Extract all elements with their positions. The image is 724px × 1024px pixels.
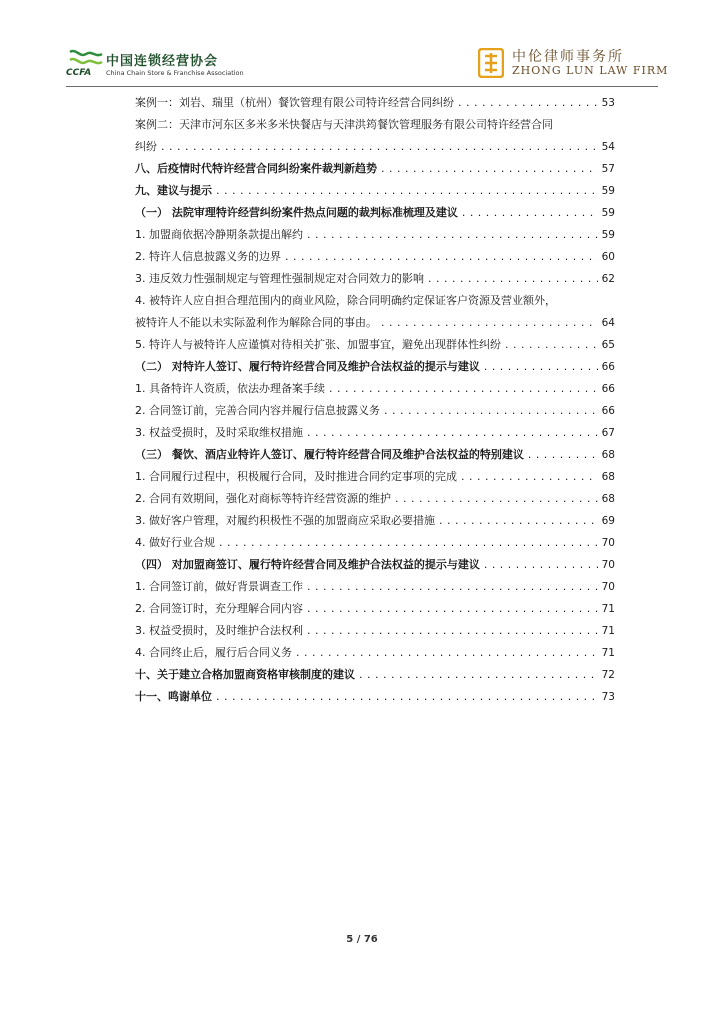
toc-entry-title (135, 158, 615, 180)
ccfa-chinese-name: 中国连锁经营协会 (106, 54, 219, 69)
toc-entry-page: 69 (598, 510, 615, 532)
toc-entry-page: 73 (598, 686, 615, 708)
toc-entry-page: 60 (598, 246, 615, 268)
toc-entry-page: 53 (598, 92, 615, 114)
toc-entry-text: 5. 特许人与被特许人应谨慎对待相关扩张、加盟事宜，避免出现群体性纠纷 (135, 338, 501, 351)
toc-entry-title (135, 620, 615, 642)
toc-entry[interactable] (135, 532, 615, 554)
toc-entry-title (135, 422, 615, 444)
ccfa-english-name: China Chain Store & Franchise Association (106, 69, 244, 77)
toc-entry-title (135, 466, 615, 488)
toc-entry-title (135, 554, 615, 576)
toc-entry-text: 2. 合同有效期间，强化对商标等特许经营资源的维护 (135, 492, 391, 505)
toc-entry-title (135, 576, 615, 598)
toc-entry-text: （二） 对特许人签订、履行特许经营合同及维护合法权益的提示与建议 (135, 360, 480, 373)
toc-entry-title (135, 202, 615, 224)
toc-entry-page: 70 (598, 532, 615, 554)
toc-entry[interactable] (135, 598, 615, 620)
toc-entry-title (135, 180, 615, 202)
toc-entry-text: 1. 合同履行过程中，积极履行合同，及时推进合同约定事项的完成 (135, 470, 457, 483)
toc-entry[interactable] (135, 378, 615, 400)
toc-entry-text: 案例一：刘岩、瑞里（杭州）餐饮管理有限公司特许经营合同纠纷 (135, 96, 454, 109)
toc-entry-title (135, 598, 615, 620)
toc-entry-page: 66 (598, 378, 615, 400)
toc-entry-page: 65 (598, 334, 615, 356)
toc-entry-text: 十一、鸣谢单位 (135, 690, 212, 703)
toc-entry-title (135, 664, 615, 686)
toc-entry[interactable] (135, 312, 615, 334)
toc-entry[interactable] (135, 114, 615, 136)
zhonglun-english-name: ZHONG LUN LAW FIRM (512, 64, 669, 77)
toc-entry-title (135, 686, 615, 708)
toc-entry[interactable] (135, 400, 615, 422)
ccfa-abbreviation: CCFA (66, 68, 92, 78)
toc-entry[interactable] (135, 510, 615, 532)
toc-entry-text: 九、建议与提示 (135, 184, 212, 197)
page-header (66, 44, 669, 84)
toc-entry-text: 3. 权益受损时，及时维护合法权利 (135, 624, 303, 637)
toc-entry-title (135, 114, 615, 136)
toc-entry-page: 59 (598, 224, 615, 246)
toc-entry[interactable] (135, 642, 615, 664)
toc-entry[interactable] (135, 158, 615, 180)
toc-entry-title (135, 488, 615, 510)
toc-entry-text: 1. 加盟商依据冷静期条款提出解约 (135, 228, 303, 241)
toc-entry[interactable] (135, 290, 615, 312)
toc-entry-text: 4. 合同终止后，履行后合同义务 (135, 646, 292, 659)
toc-entry[interactable] (135, 334, 615, 356)
toc-entry-text: 2. 合同签订时，充分理解合同内容 (135, 602, 303, 615)
toc-entry-page: 57 (598, 158, 615, 180)
toc-entry[interactable] (135, 466, 615, 488)
header-divider (66, 86, 658, 87)
toc-entry-title (135, 92, 615, 114)
toc-entry-page: 71 (598, 620, 615, 642)
toc-entry-page: 68 (598, 466, 615, 488)
toc-entry-title (135, 510, 615, 532)
toc-entry[interactable] (135, 180, 615, 202)
toc-entry-title (135, 224, 615, 246)
toc-entry-title (135, 444, 615, 466)
toc-entry-title (135, 378, 615, 400)
toc-entry[interactable] (135, 246, 615, 268)
zhonglun-emblem-icon (478, 48, 504, 78)
zhonglun-chinese-name: 中伦律师事务所 (512, 49, 624, 65)
toc-entry[interactable] (135, 136, 615, 158)
table-of-contents (135, 92, 615, 708)
toc-entry-text: （一） 法院审理特许经营纠纷案件热点问题的裁判标准梳理及建议 (135, 206, 458, 219)
toc-entry[interactable] (135, 554, 615, 576)
toc-entry-text: 3. 权益受损时，及时采取维权措施 (135, 426, 303, 439)
toc-entry-page: 70 (598, 554, 615, 576)
toc-entry[interactable] (135, 686, 615, 708)
toc-entry-text: 被特许人不能以未实际盈利作为解除合同的事由。 (135, 316, 377, 329)
toc-entry-text: 八、后疫情时代特许经营合同纠纷案件裁判新趋势 (135, 162, 377, 175)
toc-entry-page: 66 (598, 400, 615, 422)
toc-entry-title (135, 312, 615, 334)
toc-entry-text: 案例二：天津市河东区多米多米快餐店与天津洪筠餐饮管理服务有限公司特许经营合同 (135, 118, 553, 131)
toc-entry-page: 64 (598, 312, 615, 334)
toc-entry-page: 70 (598, 576, 615, 598)
toc-entry-text: 十、关于建立合格加盟商资格审核制度的建议 (135, 668, 355, 681)
toc-entry-page: 62 (598, 268, 615, 290)
toc-entry-text: 4. 被特许人应自担合理范围内的商业风险，除合同明确约定保证客户资源及营业额外， (135, 294, 556, 307)
toc-entry-text: 3. 做好客户管理，对履约积极性不强的加盟商应采取必要措施 (135, 514, 435, 527)
toc-entry-title (135, 400, 615, 422)
toc-entry-page: 67 (598, 422, 615, 444)
toc-entry-title (135, 334, 615, 356)
toc-entry-text: 纠纷 (135, 140, 157, 153)
toc-entry-title (135, 268, 615, 290)
toc-entry-page: 68 (598, 488, 615, 510)
toc-entry-title (135, 136, 615, 158)
toc-entry[interactable] (135, 268, 615, 290)
toc-entry-page: 54 (598, 136, 615, 158)
toc-entry[interactable] (135, 620, 615, 642)
toc-entry[interactable] (135, 664, 615, 686)
toc-entry-text: （四） 对加盟商签订、履行特许经营合同及维护合法权益的提示与建议 (135, 558, 480, 571)
toc-entry[interactable] (135, 202, 615, 224)
toc-entry-title (135, 532, 615, 554)
toc-entry-text: 4. 做好行业合规 (135, 536, 215, 549)
toc-entry-title (135, 290, 615, 312)
toc-entry-text: （三） 餐饮、酒店业特许人签订、履行特许经营合同及维护合法权益的特别建议 (135, 448, 524, 461)
toc-entry-page: 68 (598, 444, 615, 466)
toc-entry-text: 1. 合同签订前，做好背景调查工作 (135, 580, 303, 593)
toc-entry[interactable] (135, 576, 615, 598)
toc-entry-page: 71 (598, 642, 615, 664)
zhonglun-logo (478, 46, 669, 80)
toc-entry[interactable] (135, 422, 615, 444)
toc-entry-page: 66 (598, 356, 615, 378)
ccfa-logo (66, 48, 244, 80)
toc-entry-page: 59 (598, 180, 615, 202)
toc-entry[interactable] (135, 444, 615, 466)
toc-entry-text: 1. 具备特许人资质，依法办理备案手续 (135, 382, 325, 395)
toc-entry-page: 72 (598, 664, 615, 686)
toc-entry[interactable] (135, 488, 615, 510)
toc-entry-title (135, 246, 615, 268)
toc-entry[interactable] (135, 92, 615, 114)
toc-entry-page: 59 (598, 202, 615, 224)
toc-entry[interactable] (135, 224, 615, 246)
toc-entry-text: 2. 合同签订前，完善合同内容并履行信息披露义务 (135, 404, 380, 417)
toc-entry-page: 71 (598, 598, 615, 620)
toc-entry[interactable] (135, 356, 615, 378)
page-number: 5 / 76 (346, 934, 378, 945)
toc-entry-text: 3. 违反效力性强制规定与管理性强制规定对合同效力的影响 (135, 272, 424, 285)
toc-entry-title (135, 356, 615, 378)
toc-entry-text: 2. 特许人信息披露义务的边界 (135, 250, 281, 263)
toc-entry-title (135, 642, 615, 664)
